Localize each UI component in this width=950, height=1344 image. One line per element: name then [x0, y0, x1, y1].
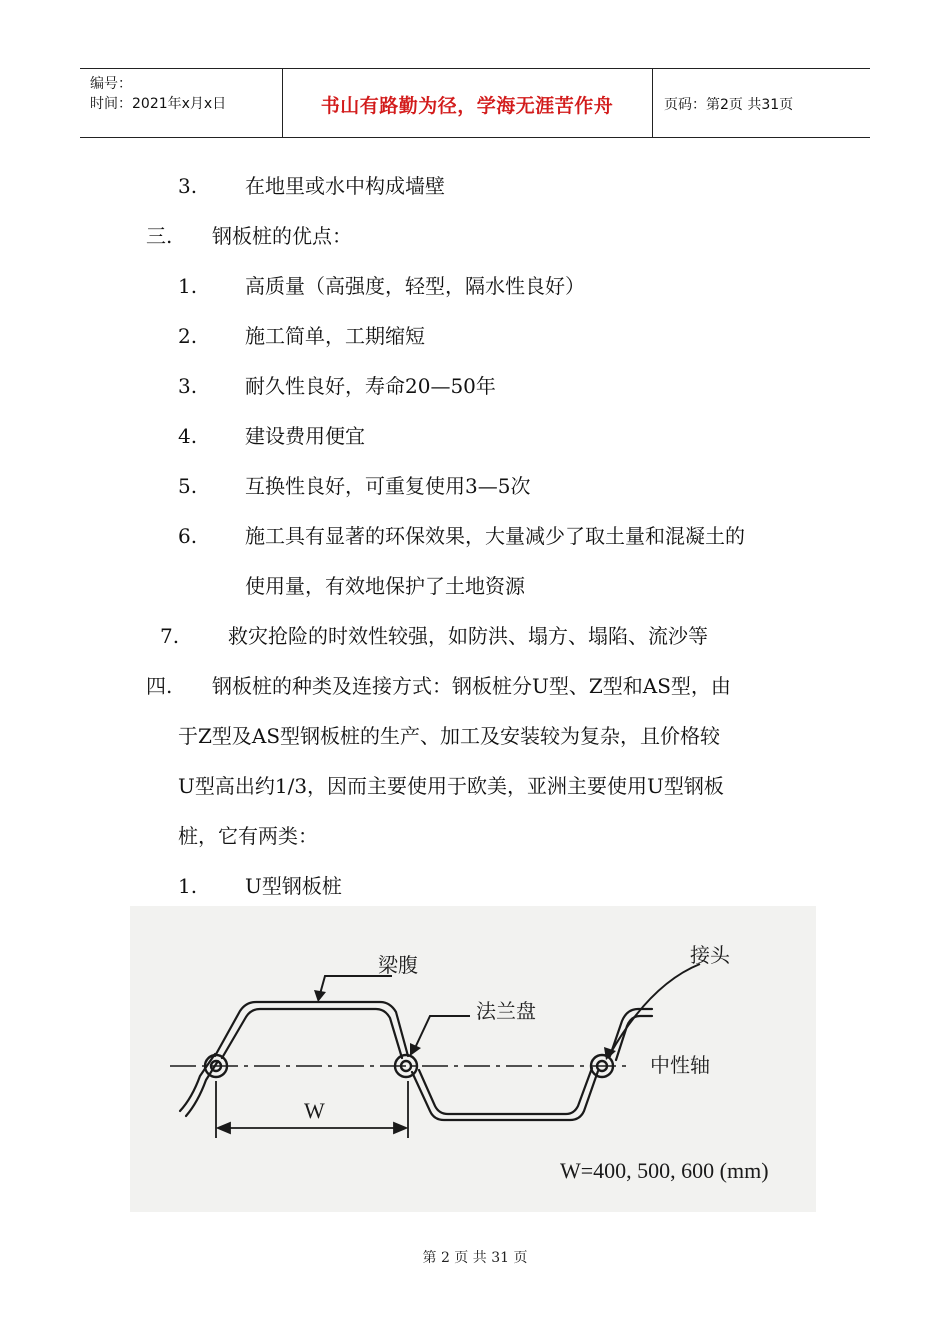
header-motto-cell [282, 69, 653, 137]
u-sheet-pile-diagram [130, 906, 816, 1212]
section-number: 三. [146, 224, 173, 248]
item-number: 2. [178, 324, 198, 348]
item-number: 3. [178, 174, 198, 198]
item-text: 互换性良好，可重复使用3—5次 [245, 474, 531, 498]
pile-outline [180, 1054, 215, 1111]
label-neutral-axis: 中性轴 [650, 1053, 710, 1077]
item-number: 5. [178, 474, 198, 498]
item-number: 1. [178, 274, 198, 298]
page-footer: 第 2 页 共 31 页 [422, 1250, 528, 1266]
page-header [80, 68, 870, 138]
time-label: 时间：2021年x月x日 [90, 96, 227, 112]
item-number: 6. [178, 524, 198, 548]
item-text: 耐久性良好，寿命20—50年 [245, 374, 496, 398]
section-number: 四. [146, 674, 173, 698]
serial-label: 编号： [90, 76, 132, 92]
figure-caption: W=400, 500, 600 (mm) [560, 1158, 769, 1183]
motto: 书山有路勤为径，学海无涯苦作舟 [320, 95, 614, 117]
pile-outline [222, 1009, 402, 1058]
leader-arrowheads [314, 990, 616, 1060]
item-number: 7. [160, 624, 180, 648]
item-text: 施工简单，工期缩短 [245, 324, 425, 348]
paragraph-line: 于Z型及AS型钢板桩的生产、加工及安装较为复杂，且价格较 [178, 724, 721, 748]
label-w: W [304, 1098, 325, 1123]
label-joint: 接头 [690, 943, 730, 967]
item-text: 建设费用便宜 [245, 424, 365, 448]
item-text: 救灾抢险的时效性较强，如防洪、塌方、塌陷、流沙等 [228, 624, 708, 648]
item-number: 3. [178, 374, 198, 398]
header-page-cell [652, 69, 870, 137]
section-heading: 钢板桩的种类及连接方式：钢板桩分U型、Z型和AS型，由 [212, 674, 731, 698]
pile-outline [419, 1068, 592, 1114]
label-web: 梁腹 [378, 953, 418, 977]
label-flange: 法兰盘 [476, 999, 536, 1023]
section-heading: 钢板桩的优点： [212, 224, 352, 248]
paragraph-line: U型高出约1/3，因而主要使用于欧美，亚洲主要使用U型钢板 [178, 774, 724, 798]
item-text: 高质量（高强度，轻型，隔水性良好） [245, 274, 585, 298]
item-text-continued: 使用量，有效地保护了土地资源 [245, 574, 525, 598]
item-text: 在地里或水中构成墙壁 [245, 174, 445, 198]
item-text: U型钢板桩 [245, 874, 342, 898]
u-sheet-pile-figure [130, 906, 816, 1212]
item-text: 施工具有显著的环保效果，大量减少了取土量和混凝土的 [245, 524, 745, 548]
paragraph-line: 桩，它有两类： [178, 824, 318, 848]
header-meta-cell [80, 69, 283, 137]
item-number: 4. [178, 424, 198, 448]
item-number: 1. [178, 874, 198, 898]
page-label: 页码：第2页 共31页 [664, 97, 794, 113]
